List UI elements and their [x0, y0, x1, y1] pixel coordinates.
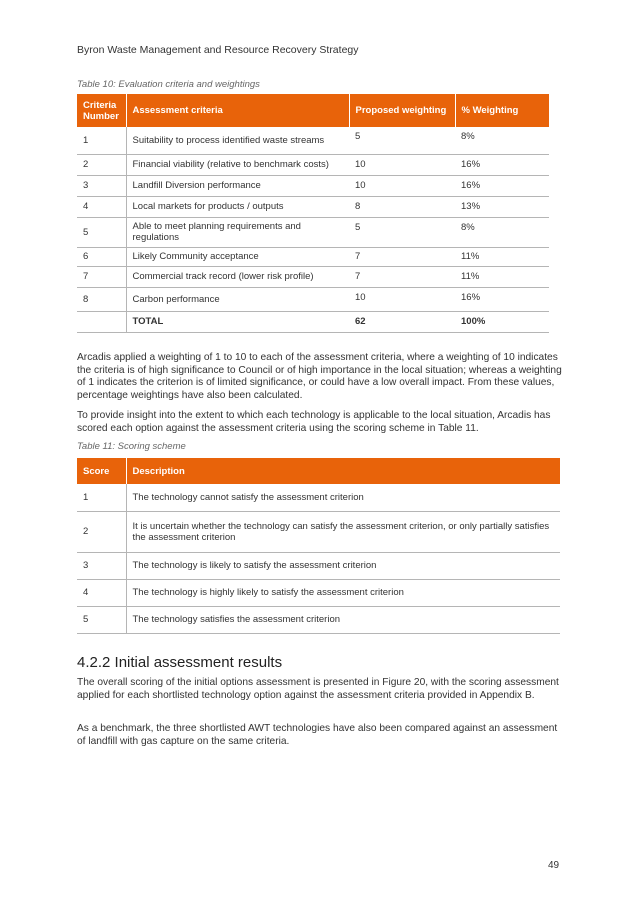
score-value: 5 — [77, 606, 126, 633]
table-row — [77, 552, 560, 579]
criteria-number: 7 — [77, 266, 126, 287]
percent-weighting: 11% — [455, 247, 549, 266]
section-heading: 4.2.2 Initial assessment results — [77, 654, 283, 671]
proposed-weighting: 7 — [349, 247, 455, 266]
criteria-name: Local markets for products / outputs — [126, 196, 349, 217]
criteria-number: 8 — [77, 287, 126, 311]
score-value: 2 — [77, 511, 126, 552]
table-10-caption: Table 10: Evaluation criteria and weightings — [77, 79, 260, 90]
score-value: 4 — [77, 579, 126, 606]
table-row — [77, 579, 560, 606]
table-row — [77, 606, 560, 633]
percent-weighting: 16% — [455, 154, 549, 175]
score-description: It is uncertain whether the technology can satisfy the assessment criterion, or only partially satisfies the assessment criterion — [126, 511, 560, 552]
criteria-number — [77, 311, 126, 332]
criteria-name: Likely Community acceptance — [126, 247, 349, 266]
table-11-caption: Table 11: Scoring scheme — [77, 441, 186, 452]
table-row — [77, 154, 549, 175]
proposed-weighting: 7 — [349, 266, 455, 287]
table-row — [77, 127, 549, 154]
score-description: The technology satisfies the assessment criterion — [126, 606, 560, 633]
criteria-number: 6 — [77, 247, 126, 266]
weighting-explanation-paragraph: Arcadis applied a weighting of 1 to 10 to each of the assessment criteria, where a weighting of 10 indicates the criteria is of high significance to Council or of high importance in the local situation; whereas a weighting of 1 indicates the criterion is of limited significance, or could have a low overall impact. From these values, percentage weightings have also been calculated. — [77, 352, 562, 401]
percent-weighting: 13% — [455, 196, 549, 217]
page-number: 49 — [548, 860, 560, 871]
criteria-name: Able to meet planning requirements and regulations — [126, 217, 349, 247]
criteria-name: Financial viability (relative to benchmark costs) — [126, 154, 349, 175]
assessment-results-paragraph: The overall scoring of the initial options assessment is presented in Figure 20, with the scoring assessment applied for each shortlisted technology option against the assessment criteria provided in Appendix B. — [77, 677, 559, 701]
criteria-number: 2 — [77, 154, 126, 175]
criteria-name: Carbon performance — [126, 287, 349, 311]
column-header: Score — [77, 458, 126, 484]
scoring-intro-paragraph: To provide insight into the extent to which each technology is applicable to the local situation, Arcadis has scored each option against the assessment criteria using the scoring scheme in Table 11. — [77, 410, 551, 434]
score-description: The technology cannot satisfy the assessment criterion — [126, 484, 560, 511]
percent-weighting: 16% — [455, 175, 549, 196]
criteria-number: 5 — [77, 217, 126, 247]
total-weighting: 62 — [349, 311, 455, 332]
column-header: % Weighting — [455, 94, 549, 127]
table-row — [77, 217, 549, 247]
table-row — [77, 175, 549, 196]
table-total-row — [77, 311, 549, 332]
total-label: TOTAL — [126, 311, 349, 332]
column-header: Criteria Number — [77, 94, 126, 127]
document-header: Byron Waste Management and Resource Recovery Strategy — [77, 44, 359, 56]
table-row — [77, 511, 560, 552]
percent-weighting: 11% — [455, 266, 549, 287]
percent-weighting: 8% — [455, 217, 549, 247]
table-row — [77, 287, 549, 311]
scoring-scheme-table — [77, 458, 560, 634]
benchmark-paragraph: As a benchmark, the three shortlisted AWT technologies have also been compared against an assessment of landfill with gas capture on the same criteria. — [77, 723, 558, 747]
proposed-weighting: 10 — [349, 175, 455, 196]
proposed-weighting: 10 — [349, 154, 455, 175]
proposed-weighting: 8 — [349, 196, 455, 217]
column-header: Assessment criteria — [126, 94, 349, 127]
criteria-number: 4 — [77, 196, 126, 217]
table-header-row — [77, 458, 560, 484]
percent-weighting: 8% — [455, 127, 549, 154]
criteria-number: 1 — [77, 127, 126, 154]
proposed-weighting: 5 — [349, 127, 455, 154]
table-row — [77, 196, 549, 217]
column-header: Description — [126, 458, 560, 484]
criteria-name: Landfill Diversion performance — [126, 175, 349, 196]
percent-weighting: 16% — [455, 287, 549, 311]
table-row — [77, 266, 549, 287]
score-value: 3 — [77, 552, 126, 579]
score-description: The technology is highly likely to satisfy the assessment criterion — [126, 579, 560, 606]
criteria-name: Commercial track record (lower risk profile) — [126, 266, 349, 287]
proposed-weighting: 10 — [349, 287, 455, 311]
evaluation-criteria-table — [77, 94, 549, 333]
score-value: 1 — [77, 484, 126, 511]
column-header: Proposed weighting — [349, 94, 455, 127]
criteria-name: Suitability to process identified waste streams — [126, 127, 349, 154]
table-header-row — [77, 94, 549, 127]
table-row — [77, 247, 549, 266]
score-description: The technology is likely to satisfy the assessment criterion — [126, 552, 560, 579]
proposed-weighting: 5 — [349, 217, 455, 247]
criteria-number: 3 — [77, 175, 126, 196]
table-row — [77, 484, 560, 511]
total-percent: 100% — [455, 311, 549, 332]
